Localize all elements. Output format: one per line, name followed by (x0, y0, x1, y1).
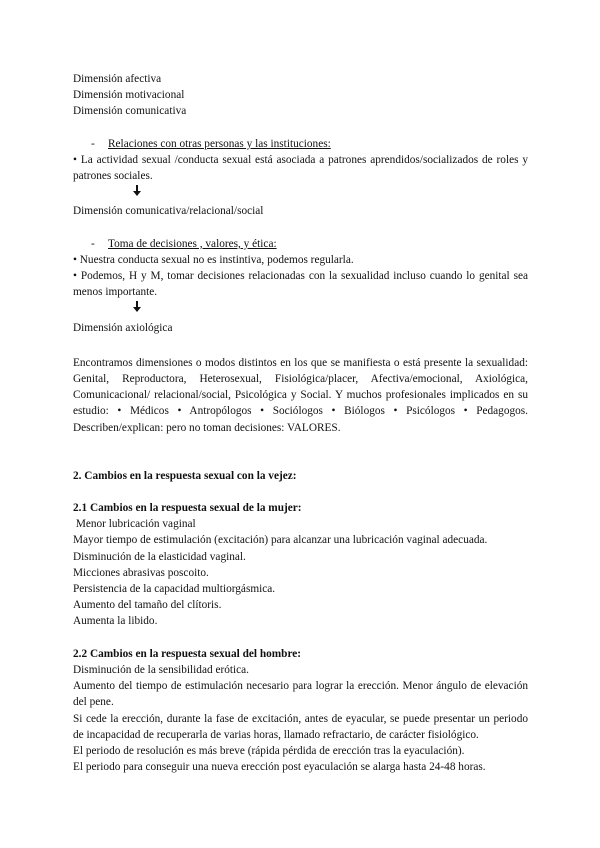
dash-marker: - (91, 137, 95, 150)
relations-heading-text: Relaciones con otras personas y las instituciones: (108, 137, 331, 150)
men-change-item: El periodo de resolución es más breve (rápida pérdida de erección tras la eyaculación). (73, 744, 465, 757)
decisions-bullet: • Nuestra conducta sexual no es instintiva, podemos regularla. (73, 253, 354, 266)
women-change-item: Persistencia de la capacidad multiorgásmica. (73, 583, 276, 596)
men-change-item: Aumento del tiempo de estimulación necesario para lograr la erección. Menor ángulo de elevación del pene. (73, 680, 528, 709)
relations-heading (73, 136, 528, 152)
decisions-heading-text: Toma de decisiones , valores, y ética: (108, 237, 277, 250)
men-change-item: Disminución de la sensibilidad erótica. (73, 663, 250, 676)
document-page (73, 71, 528, 775)
dimension-line: Dimensión motivacional (73, 89, 185, 102)
women-change-item: Micciones abrasivas poscoito. (73, 566, 209, 579)
women-change-item: Aumento del tamaño del clítoris. (73, 599, 222, 612)
arrow-down-icon (73, 184, 528, 203)
relations-result: Dimensión comunicativa/relacional/social (73, 205, 264, 218)
women-change-item: Mayor tiempo de estimulación (excitación) para alcanzar una lubricación vaginal adecuada. (73, 534, 488, 547)
women-change-item: Aumenta la libido. (73, 615, 158, 628)
women-change-item: Disminución de la elasticidad vaginal. (73, 550, 246, 563)
relations-bullet: • La actividad sexual /conducta sexual está asociada a patrones aprendidos/socializados de roles y patrones sociales. (73, 153, 528, 183)
women-change-item: Menor lubricación vaginal (73, 518, 196, 531)
men-change-item: El periodo para conseguir una nueva erección post eyaculación se alarga hasta 24-48 horas. (73, 761, 486, 774)
section-2-title: 2. Cambios en la respuesta sexual con la vejez: (73, 469, 297, 482)
decisions-bullet: • Podemos, H y M, tomar decisiones relacionadas con la sexualidad incluso cuando lo genital sea menos importante. (73, 270, 528, 299)
decisions-heading (73, 236, 528, 252)
men-change-item: Si cede la erección, durante la fase de excitación, antes de eyacular, se puede presentar un periodo de incapacidad de recuperarla de varias horas, llamado refractario, de carácter fisiológico. (73, 712, 528, 741)
section-2-2-title: 2.2 Cambios en la respuesta sexual del hombre: (73, 647, 302, 660)
dash-marker: - (91, 237, 95, 250)
arrow-down-icon (73, 300, 528, 319)
summary-paragraph: Encontramos dimensiones o modos distintos en los que se manifiesta o está presente la sexualidad: Genital, Reproductora, Heterosexual, Fisiológica/placer, Afectiva/emocional, Axiológica, Comunicacional/ relacional/social, Psicológica y Social. Y muchos profesionales implicados en su estudio: • Médicos • Antropólogos • Sociólogos • Biólogos • Psicólogos • Pedagogos. Describen/explican: pero no toman decisiones: VALORES. (73, 356, 528, 434)
decisions-result: Dimensión axiológica (73, 321, 173, 334)
dimension-line: Dimensión afectiva (73, 73, 162, 85)
dimension-line: Dimensión comunicativa (73, 105, 187, 118)
section-2-1-title: 2.1 Cambios en la respuesta sexual de la mujer: (73, 502, 302, 515)
